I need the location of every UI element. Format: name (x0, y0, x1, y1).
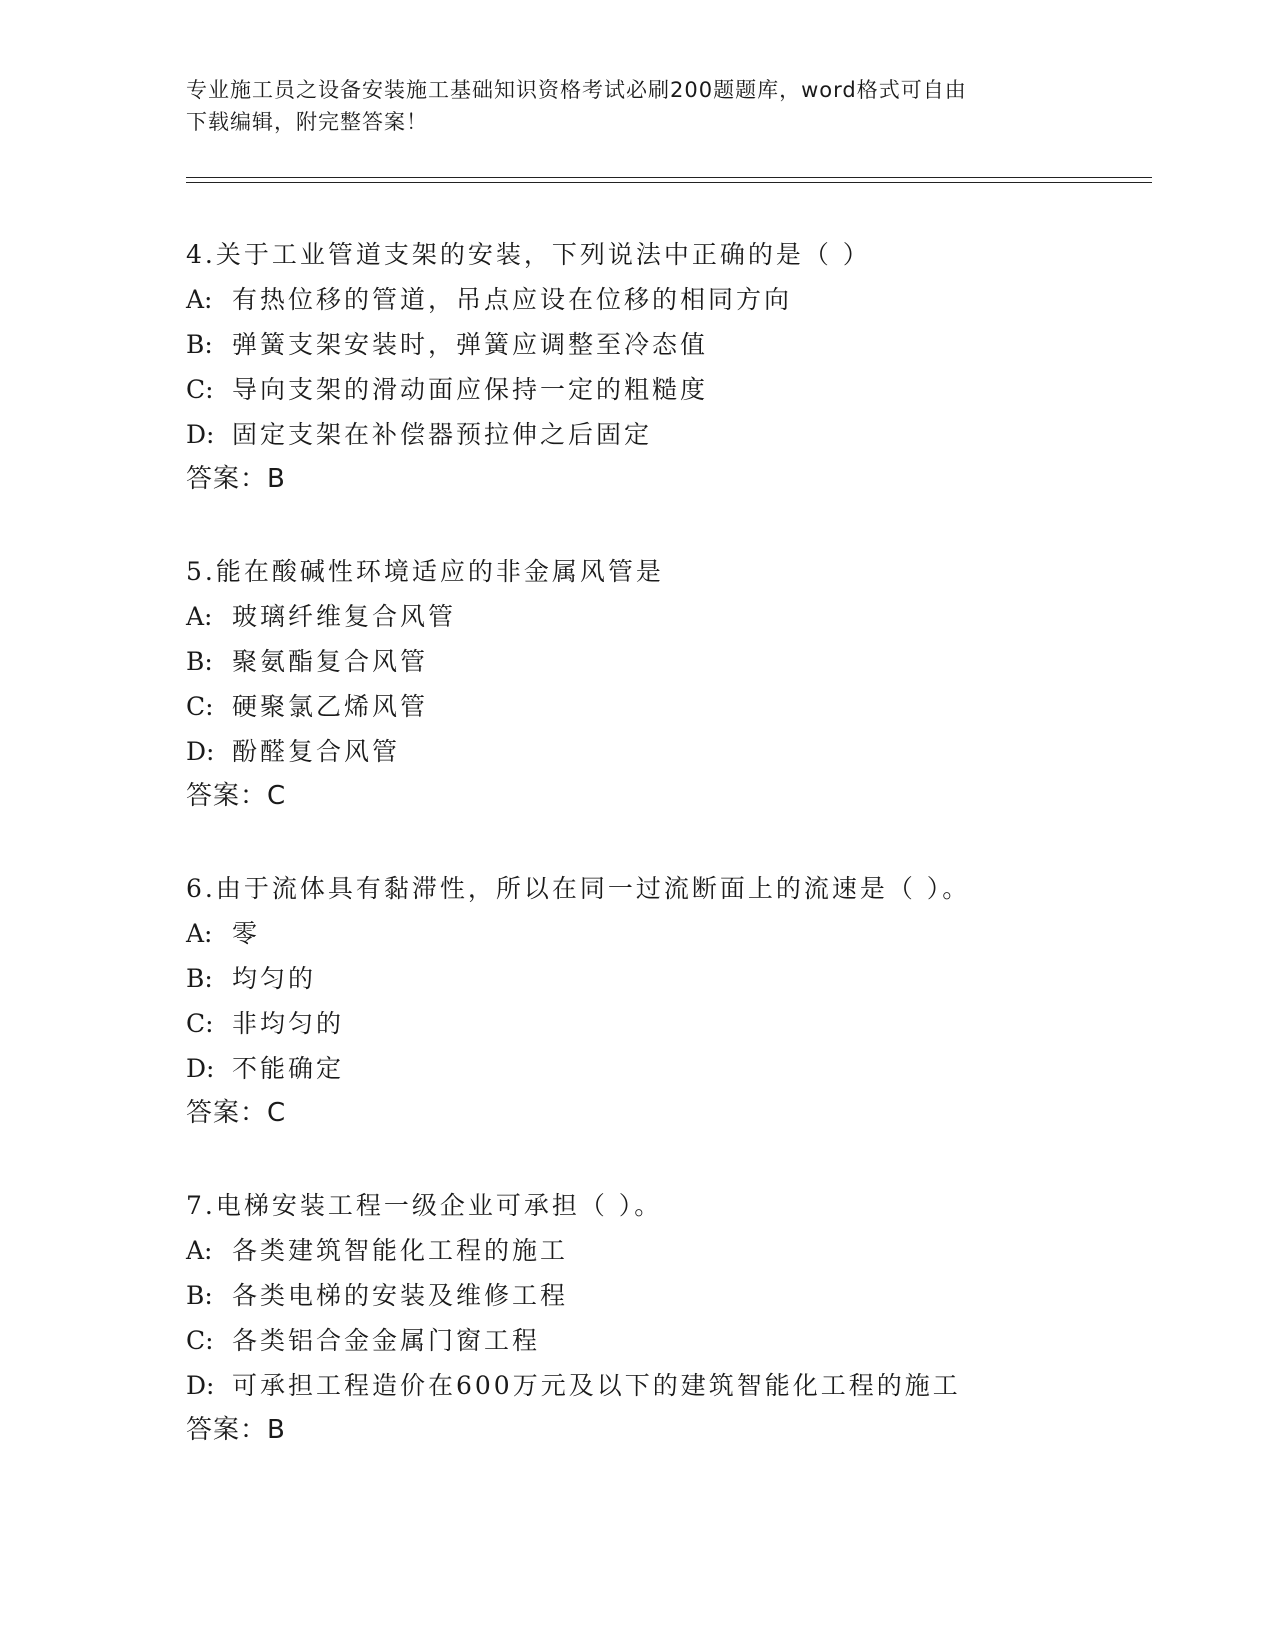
option-key: C: (186, 375, 214, 404)
option-key: A: (186, 1236, 213, 1265)
option-key: A: (186, 919, 213, 948)
question-6 (186, 866, 1146, 1136)
option-c (186, 1001, 1146, 1046)
option-a (186, 277, 1146, 322)
document-header (186, 74, 1086, 138)
option-key: C: (186, 1009, 214, 1038)
option-text: 固定支架在补偿器预拉伸之后固定 (232, 420, 653, 449)
question-stem: 5.能在酸碱性环境适应的非金属风管是 (186, 557, 664, 586)
option-text: 各类电梯的安装及维修工程 (232, 1281, 569, 1310)
question-stem: 7.电梯安装工程一级企业可承担（ ）。 (186, 1191, 663, 1220)
option-key: A: (186, 602, 213, 631)
option-b (186, 639, 1146, 684)
option-b (186, 322, 1146, 367)
header-line-1: 专业施工员之设备安装施工基础知识资格考试必刷200题题库，word格式可自由 (186, 78, 967, 102)
question-7 (186, 1183, 1146, 1453)
option-key: C: (186, 1326, 214, 1355)
header-line-2: 下载编辑，附完整答案！ (186, 110, 428, 134)
question-list (186, 232, 1146, 1500)
option-text: 硬聚氯乙烯风管 (232, 692, 429, 721)
option-text: 均匀的 (232, 964, 317, 993)
answer-line: 答案：B (186, 464, 286, 494)
option-d (186, 412, 1146, 457)
option-key: D: (186, 1054, 215, 1083)
option-text: 有热位移的管道，吊点应设在位移的相同方向 (232, 285, 793, 314)
option-text: 导向支架的滑动面应保持一定的粗糙度 (232, 375, 709, 404)
option-b (186, 956, 1146, 1001)
option-key: A: (186, 285, 213, 314)
option-d (186, 729, 1146, 774)
option-text: 不能确定 (232, 1054, 345, 1083)
option-text: 各类建筑智能化工程的施工 (232, 1236, 569, 1265)
option-key: B: (186, 647, 213, 676)
option-c (186, 1318, 1146, 1363)
option-text: 酚醛复合风管 (232, 737, 401, 766)
option-text: 玻璃纤维复合风管 (232, 602, 457, 631)
option-a (186, 1228, 1146, 1273)
option-text: 可承担工程造价在600万元及以下的建筑智能化工程的施工 (232, 1371, 961, 1400)
option-text: 各类铝合金金属门窗工程 (232, 1326, 541, 1355)
option-key: B: (186, 1281, 213, 1310)
answer-line: 答案：C (186, 781, 287, 811)
option-key: B: (186, 964, 213, 993)
question-5 (186, 549, 1146, 819)
option-a (186, 911, 1146, 956)
header-divider-top (186, 177, 1152, 178)
option-d (186, 1363, 1146, 1408)
option-c (186, 684, 1146, 729)
option-d (186, 1046, 1146, 1091)
question-stem: 6.由于流体具有黏滞性，所以在同一过流断面上的流速是（ ）。 (186, 874, 971, 903)
question-stem: 4.关于工业管道支架的安装，下列说法中正确的是（ ） (186, 240, 871, 269)
option-text: 聚氨酯复合风管 (232, 647, 429, 676)
answer-line: 答案：B (186, 1415, 286, 1445)
option-b (186, 1273, 1146, 1318)
option-key: D: (186, 1371, 215, 1400)
option-text: 弹簧支架安装时，弹簧应调整至冷态值 (232, 330, 709, 359)
option-key: B: (186, 330, 213, 359)
answer-line: 答案：C (186, 1098, 287, 1128)
option-text: 非均匀的 (232, 1009, 345, 1038)
option-key: D: (186, 737, 215, 766)
option-text: 零 (232, 919, 261, 948)
question-4 (186, 232, 1146, 502)
option-key: C: (186, 692, 214, 721)
option-c (186, 367, 1146, 412)
option-key: D: (186, 420, 215, 449)
header-divider-bottom (186, 182, 1152, 183)
option-a (186, 594, 1146, 639)
